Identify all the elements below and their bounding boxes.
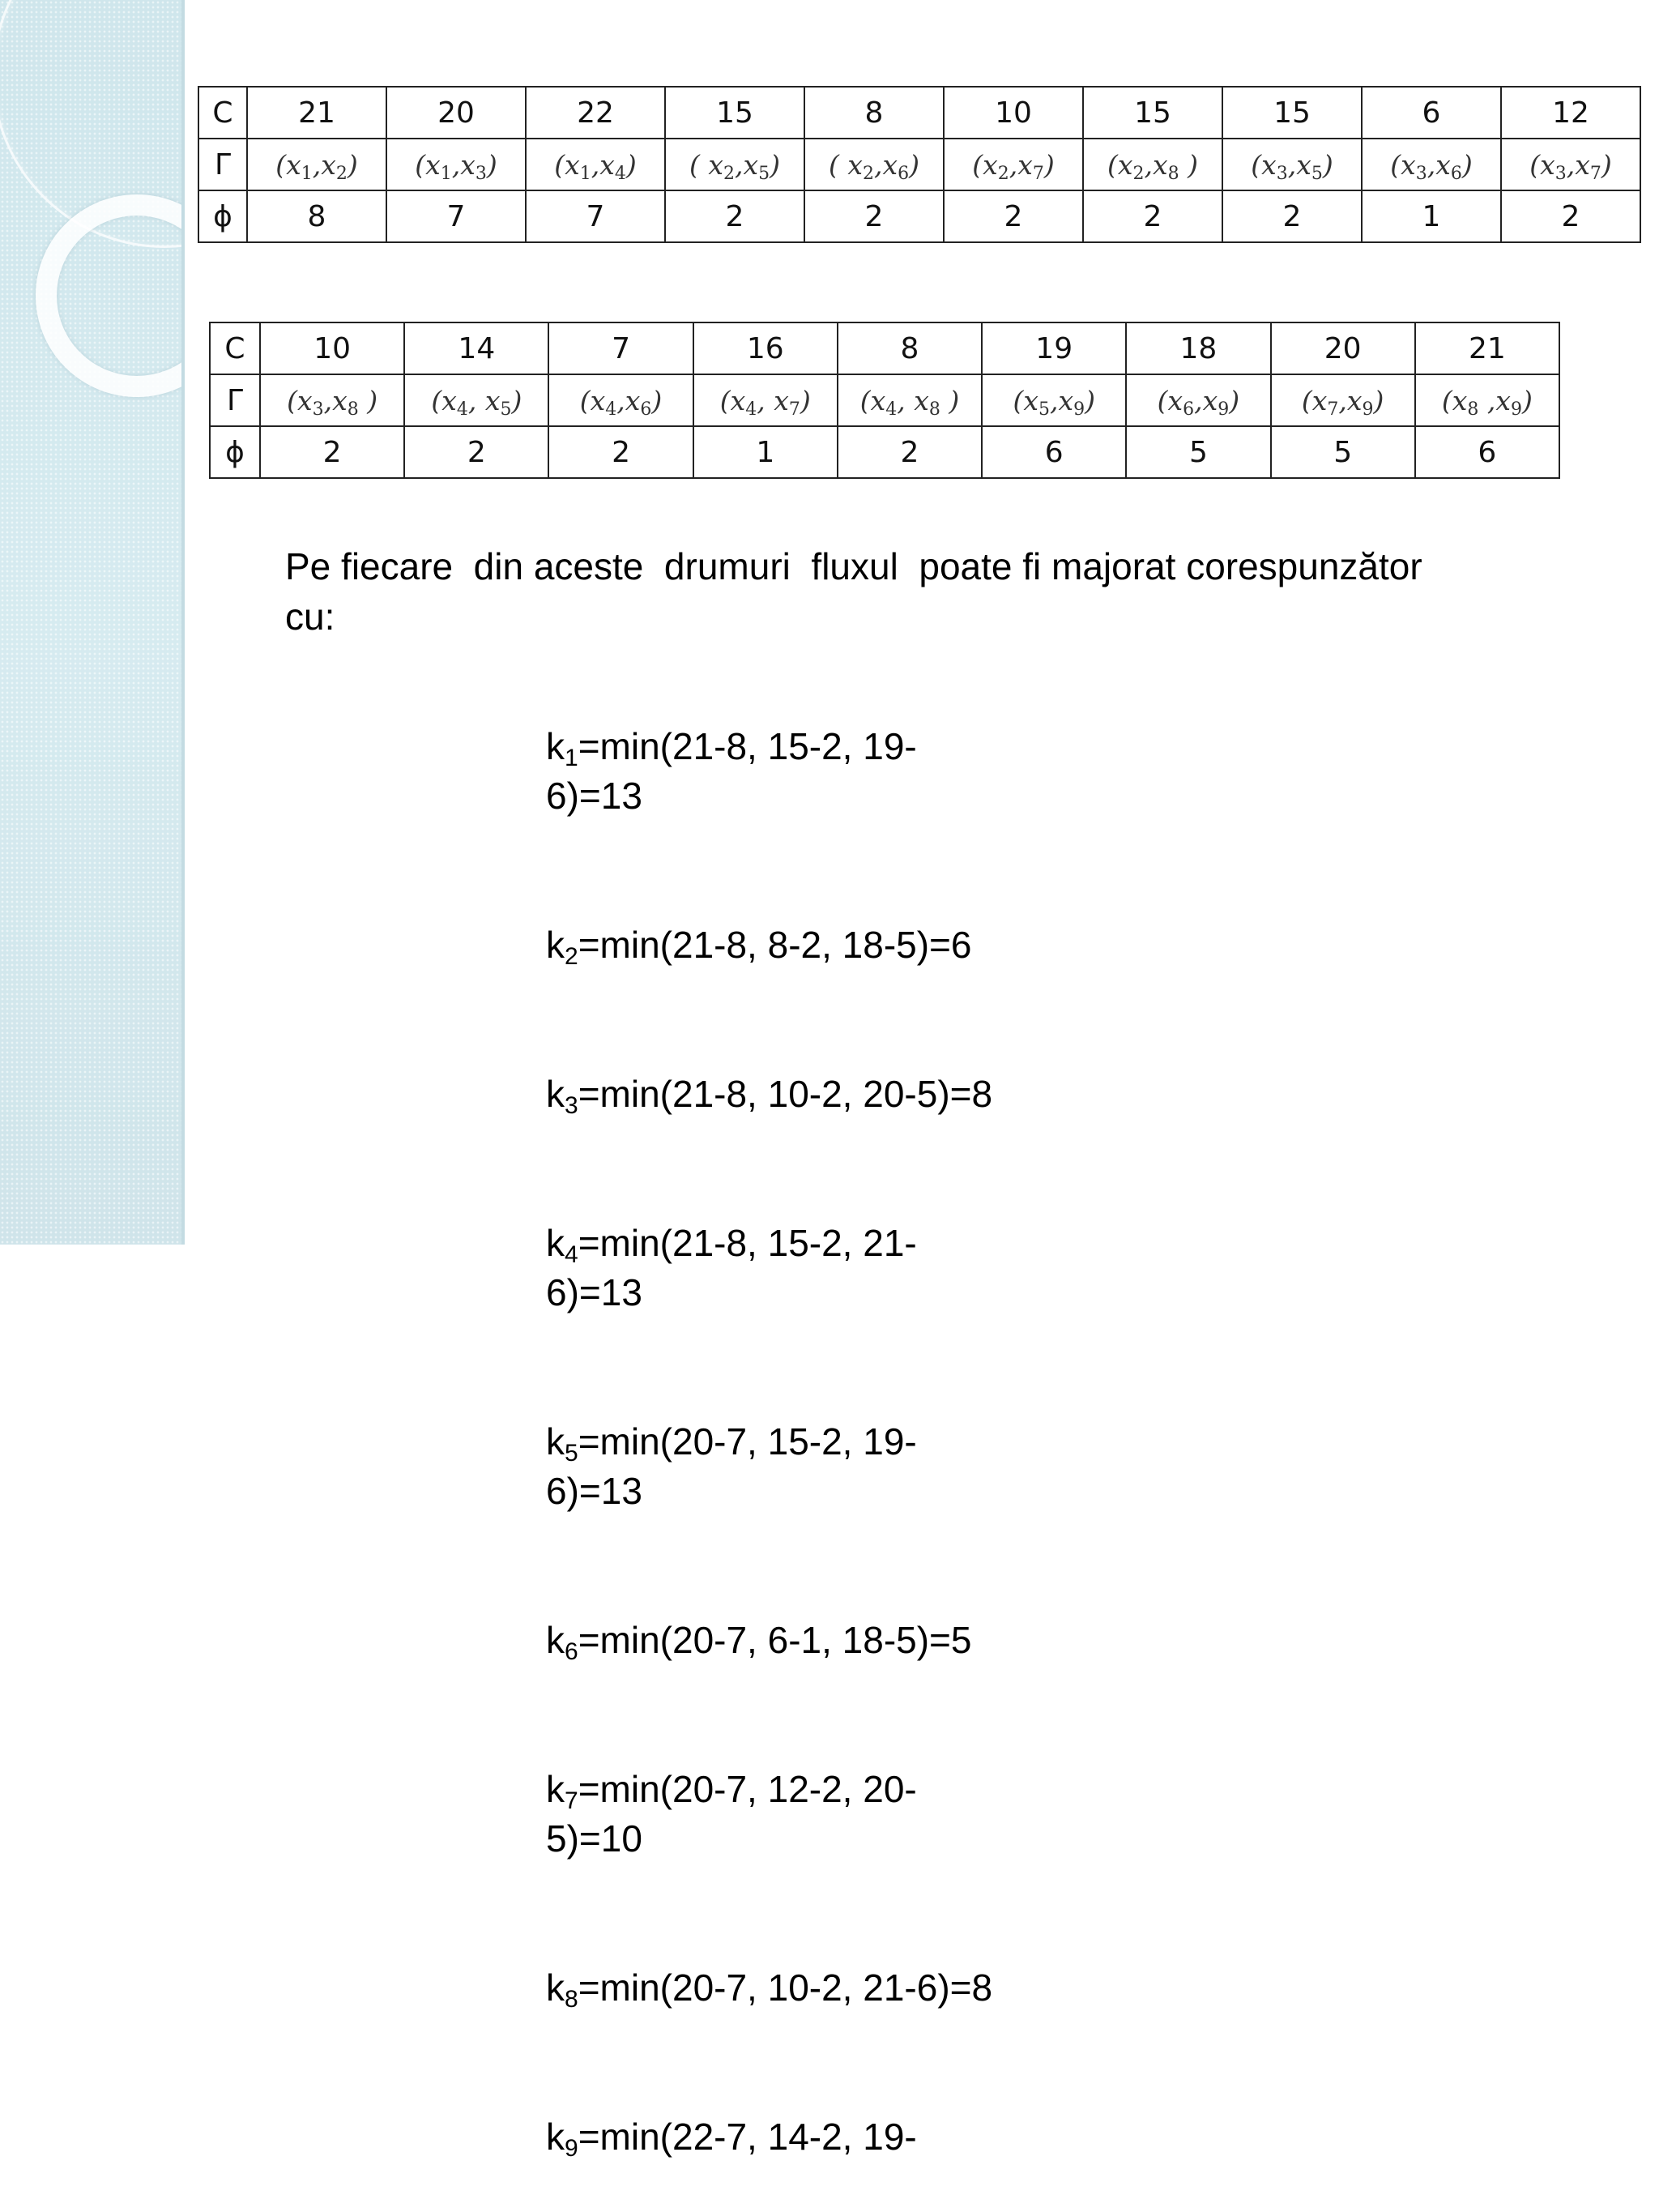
capacity-cell: 15 xyxy=(665,87,804,139)
flow-cell: 5 xyxy=(1271,426,1415,478)
flow-cell: 7 xyxy=(526,190,665,242)
formula-k: k xyxy=(546,2115,565,2158)
row-header-capacity: C xyxy=(198,87,247,139)
arc-cell: $(x_1,x_3)$ xyxy=(386,139,526,190)
row-header-flow: ϕ xyxy=(198,190,247,242)
arc-cell: $(x_1,x_2)$ xyxy=(247,139,386,190)
formula-k: k xyxy=(546,1767,565,1810)
formula-index: 3 xyxy=(565,1091,578,1119)
flow-cell: 6 xyxy=(982,426,1126,478)
formula-expression: =min(20-7, 12-2, 20- 5)=10 xyxy=(546,1767,917,1860)
formula-k: k xyxy=(546,1966,565,2009)
flow-cell: 2 xyxy=(1222,190,1362,242)
formula-index: 4 xyxy=(565,1241,578,1268)
capacity-cell: 15 xyxy=(1222,87,1362,139)
arc-cell: ($x_4$, $x_7$) xyxy=(693,374,838,426)
formula-expression: =min(22-7, 14-2, 19- xyxy=(578,2115,917,2158)
capacity-cell: 22 xyxy=(526,87,665,139)
flow-cell: 2 xyxy=(404,426,548,478)
flow-cell: 2 xyxy=(665,190,804,242)
decorative-ring-bottom xyxy=(36,194,185,397)
capacity-cell: 6 xyxy=(1362,87,1501,139)
formula-item xyxy=(546,1070,992,1119)
formula-k: k xyxy=(546,923,565,966)
capacity-row xyxy=(198,87,1640,139)
arc-cell: $(x_5,x_9)$ xyxy=(982,374,1126,426)
formula-item xyxy=(546,1963,992,2013)
capacity-cell: 8 xyxy=(804,87,944,139)
arc-cell: $(x_6,x_9)$ xyxy=(1126,374,1270,426)
row-header-arc: Γ xyxy=(210,374,260,426)
flow-cell: 6 xyxy=(1415,426,1559,478)
flow-cell: 2 xyxy=(1501,190,1640,242)
capacity-cell: 8 xyxy=(838,322,982,374)
capacity-cell: 21 xyxy=(1415,322,1559,374)
formula-index: 2 xyxy=(565,942,578,970)
capacity-cell: 10 xyxy=(260,322,404,374)
formula-expression: =min(21-8, 15-2, 19- 6)=13 xyxy=(546,724,917,817)
formula-index: 7 xyxy=(565,1787,578,1814)
capacity-cell: 21 xyxy=(247,87,386,139)
formula-index: 8 xyxy=(565,1986,578,2013)
capacity-cell: 20 xyxy=(1271,322,1415,374)
arc-cell: $(x_3,x_5)$ xyxy=(1222,139,1362,190)
arc-cell: ($x_2,x_8$ ) xyxy=(1083,139,1222,190)
formula-expression: =min(20-7, 15-2, 19- 6)=13 xyxy=(546,1420,917,1513)
flow-cell: 1 xyxy=(693,426,838,478)
formula-item xyxy=(546,1765,992,1864)
formula-expression: =min(21-8, 15-2, 21- 6)=13 xyxy=(546,1221,917,1313)
formula-index: 6 xyxy=(565,1638,578,1665)
capacity-cell: 14 xyxy=(404,322,548,374)
formula-k: k xyxy=(546,1618,565,1661)
capacity-cell: 19 xyxy=(982,322,1126,374)
capacity-cell: 18 xyxy=(1126,322,1270,374)
formula-expression: =min(21-8, 10-2, 20-5)=8 xyxy=(578,1072,993,1115)
flow-row xyxy=(210,426,1559,478)
row-header-capacity: C xyxy=(210,322,260,374)
flow-table-1 xyxy=(198,86,1641,243)
flow-cell: 2 xyxy=(260,426,404,478)
arc-cell: ( $x_2,x_5$) xyxy=(665,139,804,190)
arc-cell: ($x_8$ $,x_9$) xyxy=(1415,374,1559,426)
capacity-cell: 12 xyxy=(1501,87,1640,139)
flow-row xyxy=(198,190,1640,242)
capacity-cell: 15 xyxy=(1083,87,1222,139)
arc-cell: ($x_4$, $x_5$) xyxy=(404,374,548,426)
flow-table-2 xyxy=(209,322,1560,479)
arc-cell: $(x_3,x_7)$ xyxy=(1501,139,1640,190)
arc-row xyxy=(198,139,1640,190)
arc-cell: ($x_4$, $x_8$ ) xyxy=(838,374,982,426)
flow-cell: 8 xyxy=(247,190,386,242)
capacity-row xyxy=(210,322,1559,374)
formula-k: k xyxy=(546,1221,565,1264)
formula-k: k xyxy=(546,1420,565,1463)
capacity-cell: 20 xyxy=(386,87,526,139)
arc-cell: $(x_4,x_6)$ xyxy=(548,374,693,426)
intro-line: cu: xyxy=(285,596,335,638)
flow-cell: 7 xyxy=(386,190,526,242)
arc-cell: ( $x_2,x_6$) xyxy=(804,139,944,190)
capacity-cell: 16 xyxy=(693,322,838,374)
decorative-side-band xyxy=(0,0,185,1245)
formula-expression: =min(21-8, 8-2, 18-5)=6 xyxy=(578,923,972,966)
intro-line: Pe fiecare din aceste drumuri fluxul poate fi majorat corespunzător xyxy=(285,545,1422,587)
flow-cell: 1 xyxy=(1362,190,1501,242)
row-header-arc: Γ xyxy=(198,139,247,190)
formula-index: 9 xyxy=(565,2134,578,2162)
formula-item xyxy=(546,920,992,970)
flow-cell: 2 xyxy=(838,426,982,478)
formula-expression: =min(20-7, 6-1, 18-5)=5 xyxy=(578,1618,972,1661)
arc-cell: $(x_2,x_7)$ xyxy=(944,139,1083,190)
arc-cell: $(x_1,x_4)$ xyxy=(526,139,665,190)
formula-k: k xyxy=(546,724,565,767)
flow-cell: 2 xyxy=(804,190,944,242)
arc-row xyxy=(210,374,1559,426)
formula-index: 1 xyxy=(565,744,578,771)
formula-item xyxy=(546,722,992,822)
capacity-cell: 10 xyxy=(944,87,1083,139)
formula-k: k xyxy=(546,1072,565,1115)
arc-cell: ($x_3,x_8$ ) xyxy=(260,374,404,426)
flow-cell: 5 xyxy=(1126,426,1270,478)
formula-expression: =min(20-7, 10-2, 21-6)=8 xyxy=(578,1966,993,2009)
flow-cell: 2 xyxy=(548,426,693,478)
flow-cell: 2 xyxy=(1083,190,1222,242)
formula-list xyxy=(546,622,992,2212)
flow-cell: 2 xyxy=(944,190,1083,242)
row-header-flow: ϕ xyxy=(210,426,260,478)
formula-index: 5 xyxy=(565,1439,578,1467)
side-band-edge xyxy=(181,0,185,1245)
formula-item xyxy=(546,1616,992,1665)
arc-cell: $(x_3,x_6)$ xyxy=(1362,139,1501,190)
formula-item xyxy=(546,1417,992,1517)
capacity-cell: 7 xyxy=(548,322,693,374)
formula-item xyxy=(546,1219,992,1318)
arc-cell: $(x_7,x_9)$ xyxy=(1271,374,1415,426)
formula-item xyxy=(546,2112,992,2162)
